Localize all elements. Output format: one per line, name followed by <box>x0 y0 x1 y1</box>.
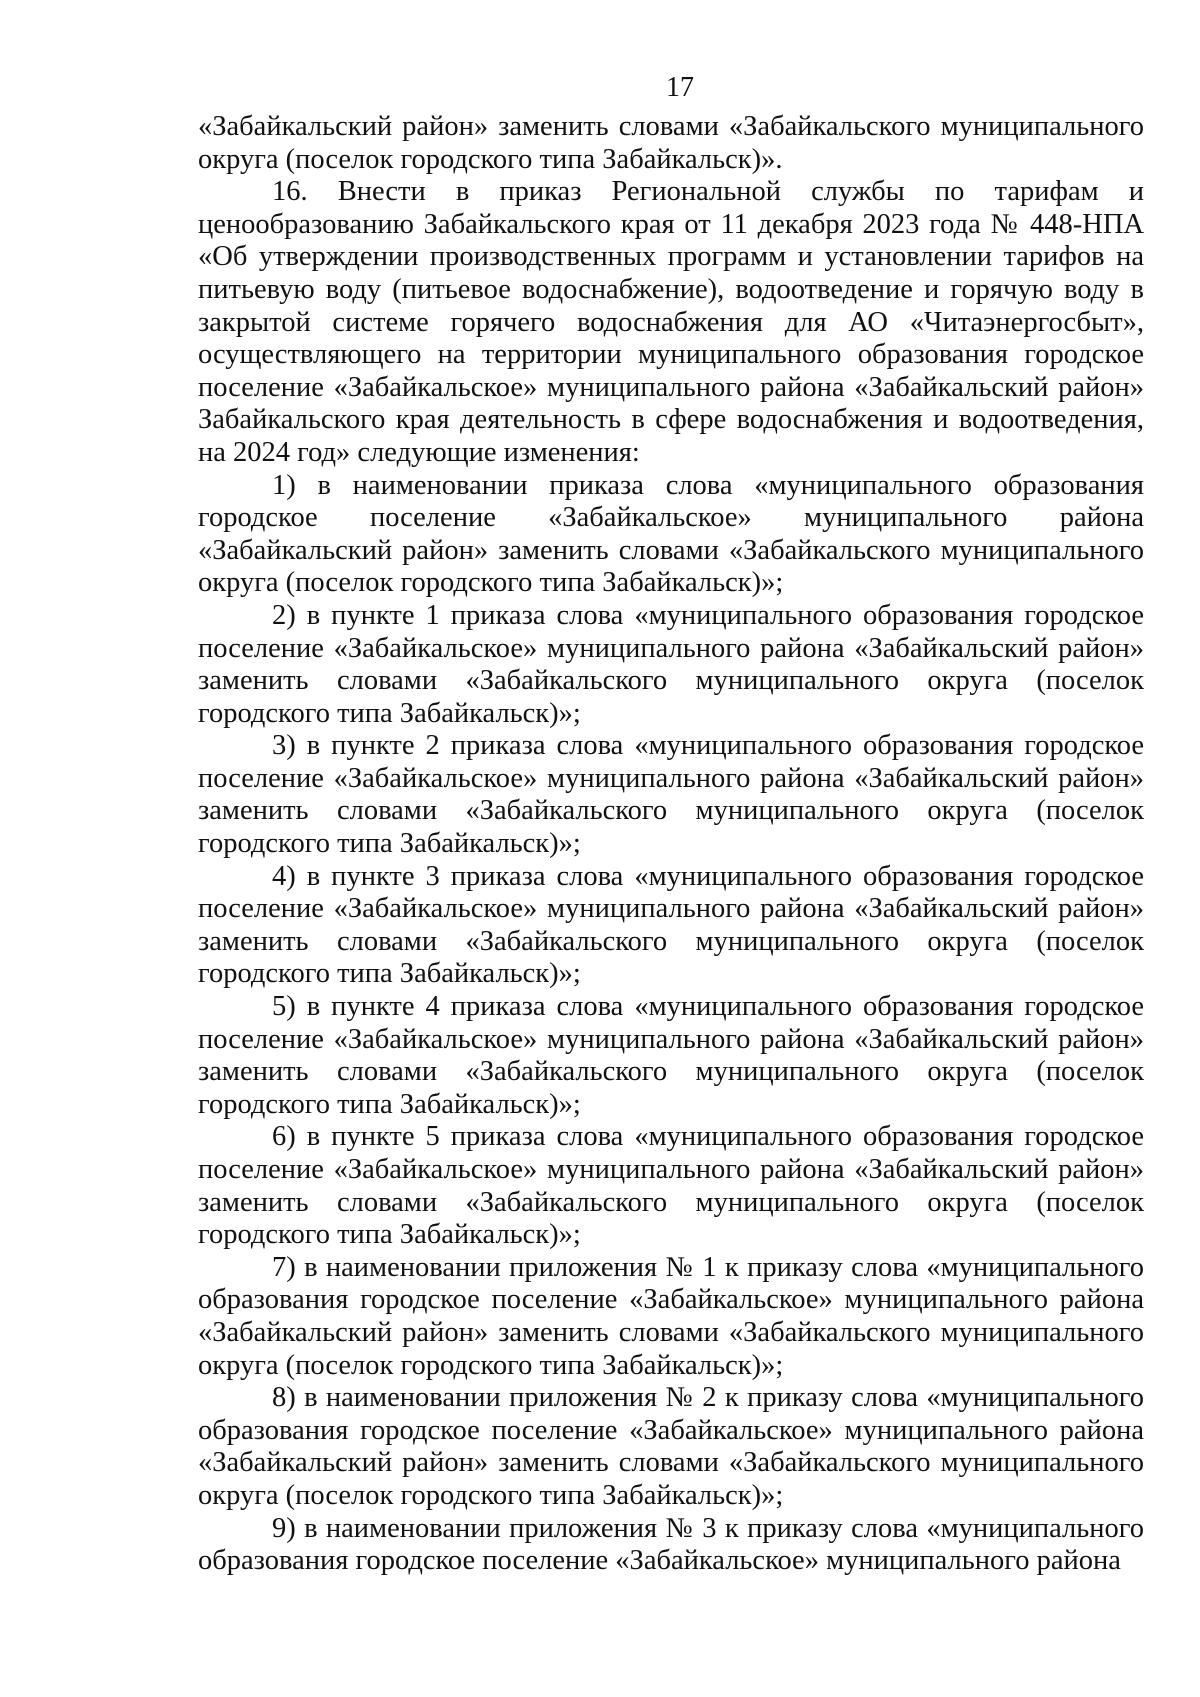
document-body <box>198 111 1144 1578</box>
paragraph-continuation: «Забайкальский район» заменить словами «Забайкальского муниципального округа (поселок городского типа Забайкальск)». <box>198 111 1144 175</box>
paragraph-subitem-2: 2) в пункте 1 приказа слова «муниципального образования городское поселение «Забайкальское» муниципального района «Забайкальский район» заменить словами «Забайкальского муниципального округа (поселок городского типа Забайкальск)»; <box>198 599 1144 729</box>
paragraph-item-16: 16. Внести в приказ Региональной службы по тарифам и ценообразованию Забайкальского края от 11 декабря 2023 года № 448-НПА «Об утверждении производственных программ и установлении тарифов на питьевую воду (питьевое водоснабжение), водоотведение и горячую воду в закрытой системе горячего водоснабжения для АО «Читаэнергосбыт», осуществляющего на территории муниципального образования городское поселение «Забайкальское» муниципального района «Забайкальский район» Забайкальского края деятельность в сфере водоснабжения и водоотведения, на 2024 год» следующие изменения: <box>198 176 1144 468</box>
paragraph-subitem-7: 7) в наименовании приложения № 1 к приказу слова «муниципального образования городское поселение «Забайкальское» муниципального района «Забайкальский район» заменить словами «Забайкальского муниципального округа (поселок городского типа Забайкальск)»; <box>198 1251 1144 1381</box>
page-number: 17 <box>666 72 694 103</box>
paragraph-subitem-9: 9) в наименовании приложения № 3 к приказу слова «муниципального образования городское поселение «Забайкальское» муниципального района <box>198 1512 1144 1577</box>
paragraph-subitem-4: 4) в пункте 3 приказа слова «муниципального образования городское поселение «Забайкальское» муниципального района «Забайкальский район» заменить словами «Забайкальского муниципального округа (поселок городского типа Забайкальск)»; <box>198 860 1144 990</box>
paragraph-subitem-3: 3) в пункте 2 приказа слова «муниципального образования городское поселение «Забайкальское» муниципального района «Забайкальский район» заменить словами «Забайкальского муниципального округа (поселок городского типа Забайкальск)»; <box>198 730 1144 860</box>
paragraph-subitem-1: 1) в наименовании приказа слова «муниципального образования городское поселение «Забайкальское» муниципального района «Забайкальский район» заменить словами «Забайкальского муниципального округа (поселок городского типа Забайкальск)»; <box>198 469 1144 599</box>
paragraph-subitem-5: 5) в пункте 4 приказа слова «муниципального образования городское поселение «Забайкальское» муниципального района «Забайкальский район» заменить словами «Забайкальского муниципального округа (поселок городского типа Забайкальск)»; <box>198 991 1144 1120</box>
paragraph-subitem-6: 6) в пункте 5 приказа слова «муниципального образования городское поселение «Забайкальское» муниципального района «Забайкальский район» заменить словами «Забайкальского муниципального округа (поселок городского типа Забайкальск)»; <box>198 1121 1144 1251</box>
paragraph-subitem-8: 8) в наименовании приложения № 2 к приказу слова «муниципального образования городское поселение «Забайкальское» муниципального района «Забайкальский район» заменить словами «Забайкальского муниципального округа (поселок городского типа Забайкальск)»; <box>198 1382 1144 1511</box>
